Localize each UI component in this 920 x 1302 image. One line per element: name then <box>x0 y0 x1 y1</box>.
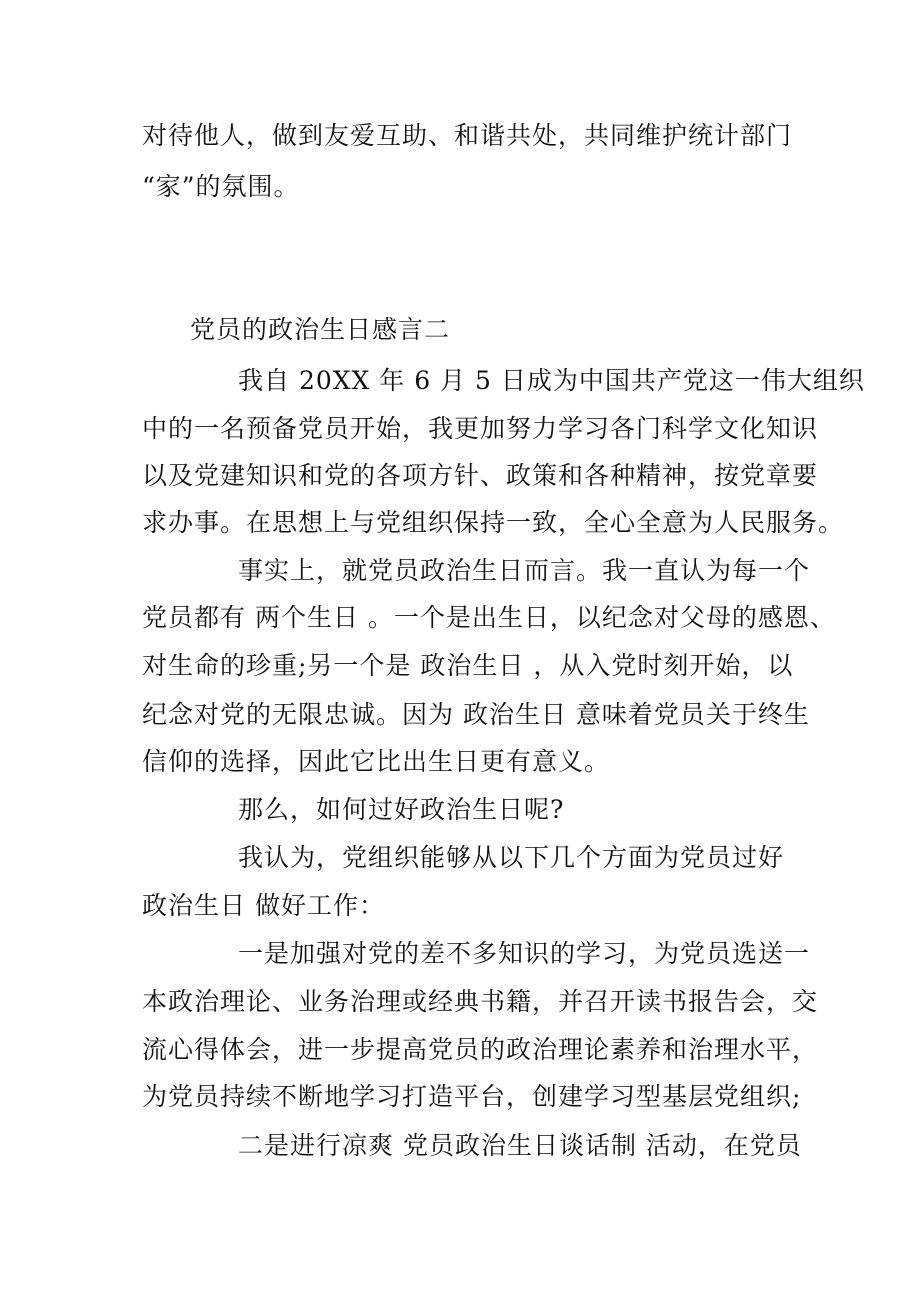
text-line: 流心得体会，进一步提高党员的政治理论素养和治理水平， <box>142 1035 819 1064</box>
text-line: 中的一名预备党员开始，我更加努力学习各门科学文化知识 <box>142 414 819 443</box>
text-line: 事实上，就党员政治生日而言。我一直认为每一个 <box>238 556 811 585</box>
text-line: 我自 20XX 年 6 月 5 日成为中国共产党这一伟大组织 <box>238 366 865 395</box>
text-line: 信仰的选择，因此它比出生日更有意义。 <box>142 747 611 776</box>
text-line: 对生命的珍重;另一个是 政治生日 ，从入党时刻开始，以 <box>142 651 794 680</box>
text-line: 政治生日 做好工作： <box>142 891 385 920</box>
text-line: 对待他人，做到友爱互助、和谐共处，共同维护统计部门 <box>142 121 793 150</box>
text-line: 党员都有 两个生日 。一个是出生日，以纪念对父母的感恩、 <box>142 603 836 632</box>
text-line: 一是加强对党的差不多知识的学习，为党员选送一 <box>238 939 811 968</box>
text-line: 为党员持续不断地学习打造平台，创建学习型基层党组织; <box>142 1082 802 1111</box>
text-line: “家”的氛围。 <box>142 172 300 201</box>
text-line: 二是进行凉爽 党员政治生日谈话制 活动，在党员 <box>238 1131 802 1160</box>
text-line: 纪念对党的无限忠诚。因为 政治生日 意味着党员关于终生 <box>142 700 810 729</box>
section-title: 党员的政治生日感言二 <box>190 315 451 344</box>
text-line: 那么，如何过好政治生日呢? <box>238 795 565 824</box>
text-line: 以及党建知识和党的各项方针、政策和各种精神，按党章要 <box>142 461 819 490</box>
text-line: 我认为，党组织能够从以下几个方面为党员过好 <box>238 843 785 872</box>
text-line: 求办事。在思想上与党组织保持一致，全心全意为人民服务。 <box>142 508 845 537</box>
text-line: 本政治理论、业务治理或经典书籍，并召开读书报告会，交 <box>142 987 819 1016</box>
